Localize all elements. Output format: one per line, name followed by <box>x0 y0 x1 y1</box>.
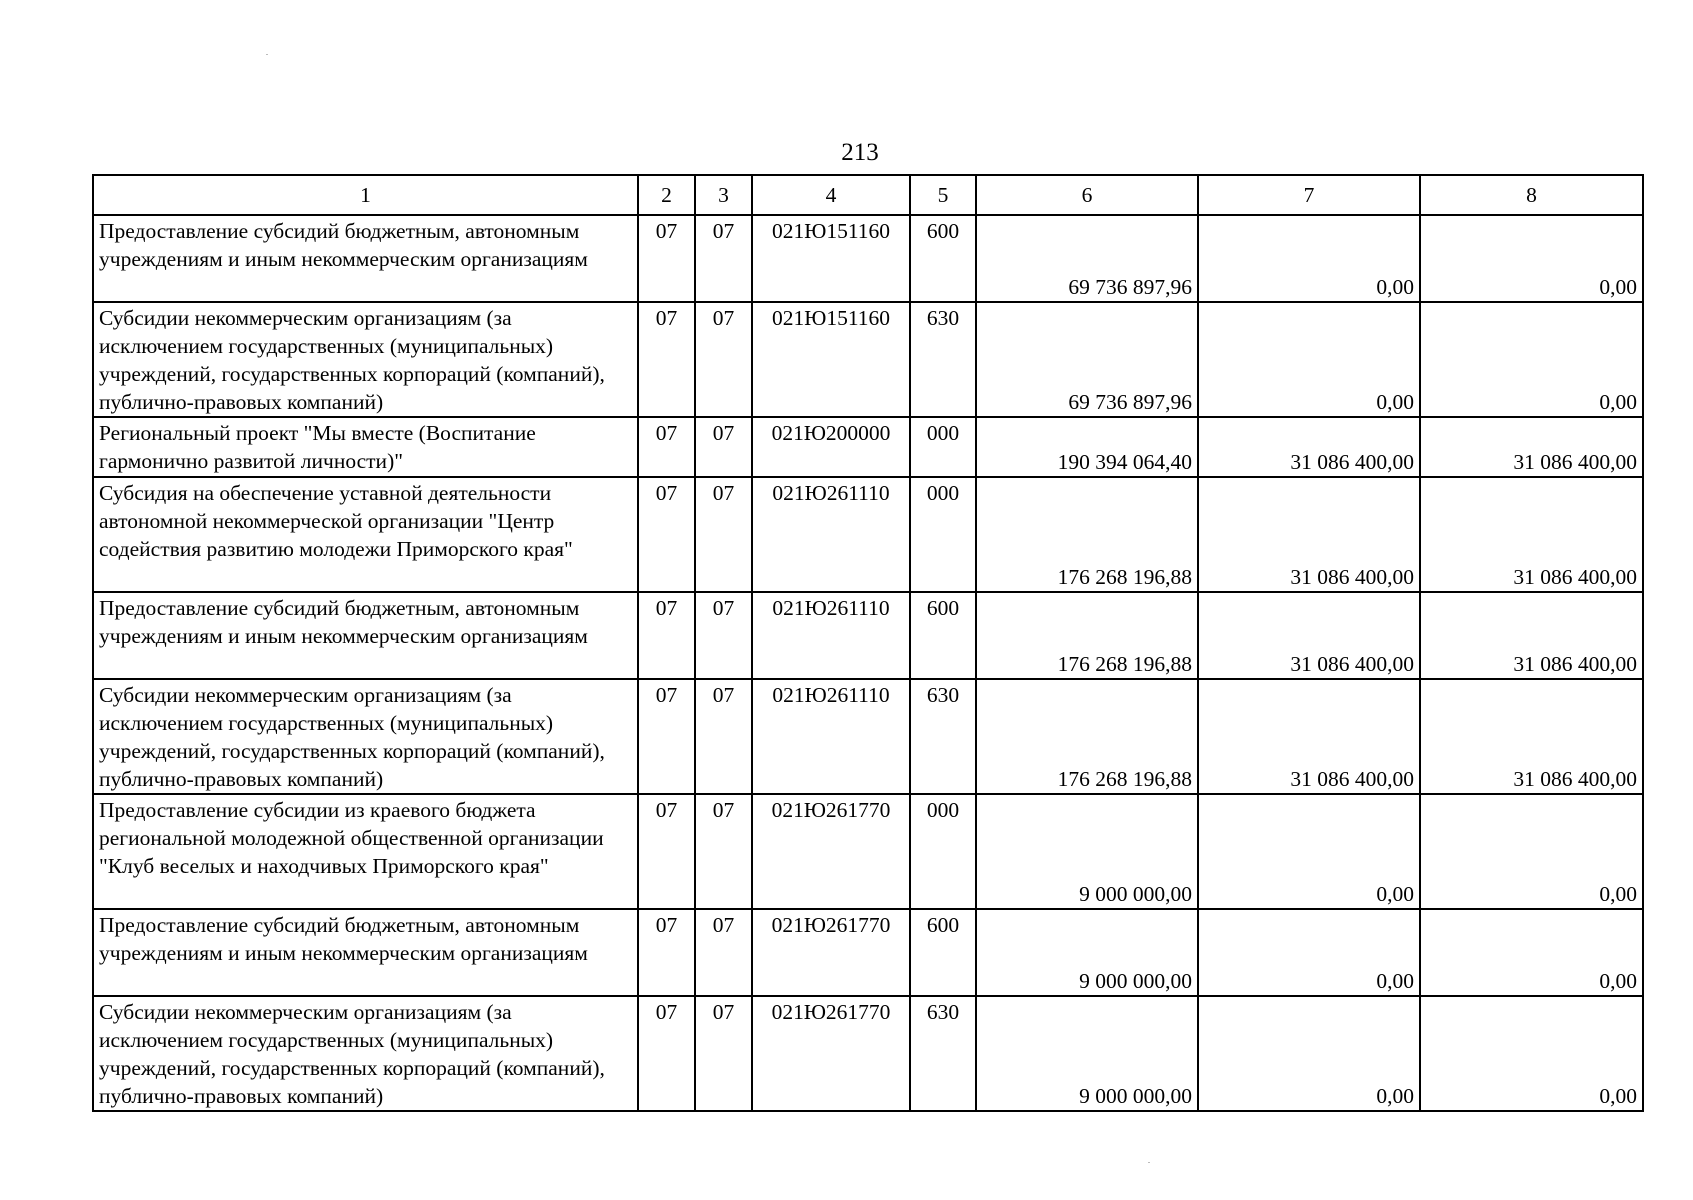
row-section: 07 <box>638 302 695 417</box>
row-amount-7: 0,00 <box>1198 794 1420 909</box>
row-amount-7: 0,00 <box>1198 909 1420 996</box>
row-target-code: 021Ю261770 <box>752 996 910 1111</box>
scan-mark <box>1148 1162 1150 1163</box>
row-amount-8: 31 086 400,00 <box>1420 592 1643 679</box>
row-amount-6: 69 736 897,96 <box>976 215 1198 302</box>
budget-table <box>92 174 1644 1112</box>
page-number: 213 <box>841 139 879 166</box>
row-name: Предоставление субсидий бюджетным, автономным учреждениям и иным некоммерческим организациям <box>93 592 638 679</box>
scan-mark <box>266 54 268 55</box>
header-cell: 2 <box>638 175 695 215</box>
row-section: 07 <box>638 679 695 794</box>
row-amount-6: 176 268 196,88 <box>976 592 1198 679</box>
header-cell: 7 <box>1198 175 1420 215</box>
row-amount-8: 0,00 <box>1420 215 1643 302</box>
row-name: Субсидии некоммерческим организациям (за исключением государственных (муниципальных) учреждений, государственных корпораций (компаний), публично-правовых компаний) <box>93 679 638 794</box>
table-row <box>93 909 1643 996</box>
row-section: 07 <box>638 996 695 1111</box>
row-expense-type: 600 <box>910 215 976 302</box>
row-amount-7: 31 086 400,00 <box>1198 477 1420 592</box>
row-name: Субсидии некоммерческим организациям (за исключением государственных (муниципальных) учреждений, государственных корпораций (компаний), публично-правовых компаний) <box>93 302 638 417</box>
row-section: 07 <box>638 592 695 679</box>
header-cell: 8 <box>1420 175 1643 215</box>
row-amount-7: 31 086 400,00 <box>1198 679 1420 794</box>
row-amount-6: 9 000 000,00 <box>976 909 1198 996</box>
row-amount-6: 176 268 196,88 <box>976 679 1198 794</box>
table-row <box>93 215 1643 302</box>
row-amount-7: 0,00 <box>1198 302 1420 417</box>
row-subsection: 07 <box>695 215 752 302</box>
table-row <box>93 794 1643 909</box>
row-amount-6: 9 000 000,00 <box>976 996 1198 1111</box>
row-amount-8: 31 086 400,00 <box>1420 477 1643 592</box>
row-expense-type: 000 <box>910 794 976 909</box>
row-target-code: 021Ю261110 <box>752 679 910 794</box>
row-expense-type: 600 <box>910 909 976 996</box>
header-cell: 1 <box>93 175 638 215</box>
row-subsection: 07 <box>695 592 752 679</box>
row-expense-type: 600 <box>910 592 976 679</box>
row-amount-7: 0,00 <box>1198 996 1420 1111</box>
row-name: Предоставление субсидии из краевого бюджета региональной молодежной общественной организации "Клуб веселых и находчивых Приморского края" <box>93 794 638 909</box>
row-expense-type: 000 <box>910 477 976 592</box>
row-subsection: 07 <box>695 417 752 477</box>
row-name: Субсидия на обеспечение уставной деятельности автономной некоммерческой организации "Центр содействия развитию молодежи Приморского края" <box>93 477 638 592</box>
row-target-code: 021Ю261770 <box>752 909 910 996</box>
row-expense-type: 630 <box>910 679 976 794</box>
row-amount-6: 69 736 897,96 <box>976 302 1198 417</box>
row-amount-7: 31 086 400,00 <box>1198 417 1420 477</box>
row-amount-8: 31 086 400,00 <box>1420 417 1643 477</box>
row-subsection: 07 <box>695 996 752 1111</box>
row-name: Предоставление субсидий бюджетным, автономным учреждениям и иным некоммерческим организациям <box>93 909 638 996</box>
row-target-code: 021Ю261110 <box>752 477 910 592</box>
row-subsection: 07 <box>695 302 752 417</box>
row-target-code: 021Ю151160 <box>752 302 910 417</box>
row-amount-7: 31 086 400,00 <box>1198 592 1420 679</box>
row-name: Субсидии некоммерческим организациям (за исключением государственных (муниципальных) учреждений, государственных корпораций (компаний), публично-правовых компаний) <box>93 996 638 1111</box>
row-section: 07 <box>638 215 695 302</box>
table-row <box>93 477 1643 592</box>
table-row <box>93 417 1643 477</box>
row-section: 07 <box>638 794 695 909</box>
row-section: 07 <box>638 909 695 996</box>
row-subsection: 07 <box>695 909 752 996</box>
row-subsection: 07 <box>695 794 752 909</box>
header-cell: 3 <box>695 175 752 215</box>
row-target-code: 021Ю261110 <box>752 592 910 679</box>
row-subsection: 07 <box>695 477 752 592</box>
header-cell: 4 <box>752 175 910 215</box>
table-row <box>93 996 1643 1111</box>
row-section: 07 <box>638 477 695 592</box>
row-amount-7: 0,00 <box>1198 215 1420 302</box>
row-name: Предоставление субсидий бюджетным, автономным учреждениям и иным некоммерческим организациям <box>93 215 638 302</box>
row-target-code: 021Ю261770 <box>752 794 910 909</box>
header-cell: 5 <box>910 175 976 215</box>
row-amount-8: 0,00 <box>1420 794 1643 909</box>
row-amount-6: 9 000 000,00 <box>976 794 1198 909</box>
table-row <box>93 592 1643 679</box>
row-section: 07 <box>638 417 695 477</box>
row-amount-6: 176 268 196,88 <box>976 477 1198 592</box>
row-amount-8: 31 086 400,00 <box>1420 679 1643 794</box>
row-target-code: 021Ю200000 <box>752 417 910 477</box>
row-amount-8: 0,00 <box>1420 909 1643 996</box>
row-expense-type: 630 <box>910 302 976 417</box>
table-row <box>93 302 1643 417</box>
row-amount-6: 190 394 064,40 <box>976 417 1198 477</box>
row-amount-8: 0,00 <box>1420 302 1643 417</box>
table-row <box>93 679 1643 794</box>
row-expense-type: 630 <box>910 996 976 1111</box>
row-name: Региональный проект "Мы вместе (Воспитание гармонично развитой личности)" <box>93 417 638 477</box>
header-cell: 6 <box>976 175 1198 215</box>
row-expense-type: 000 <box>910 417 976 477</box>
header-row <box>93 175 1643 215</box>
row-target-code: 021Ю151160 <box>752 215 910 302</box>
row-subsection: 07 <box>695 679 752 794</box>
row-amount-8: 0,00 <box>1420 996 1643 1111</box>
